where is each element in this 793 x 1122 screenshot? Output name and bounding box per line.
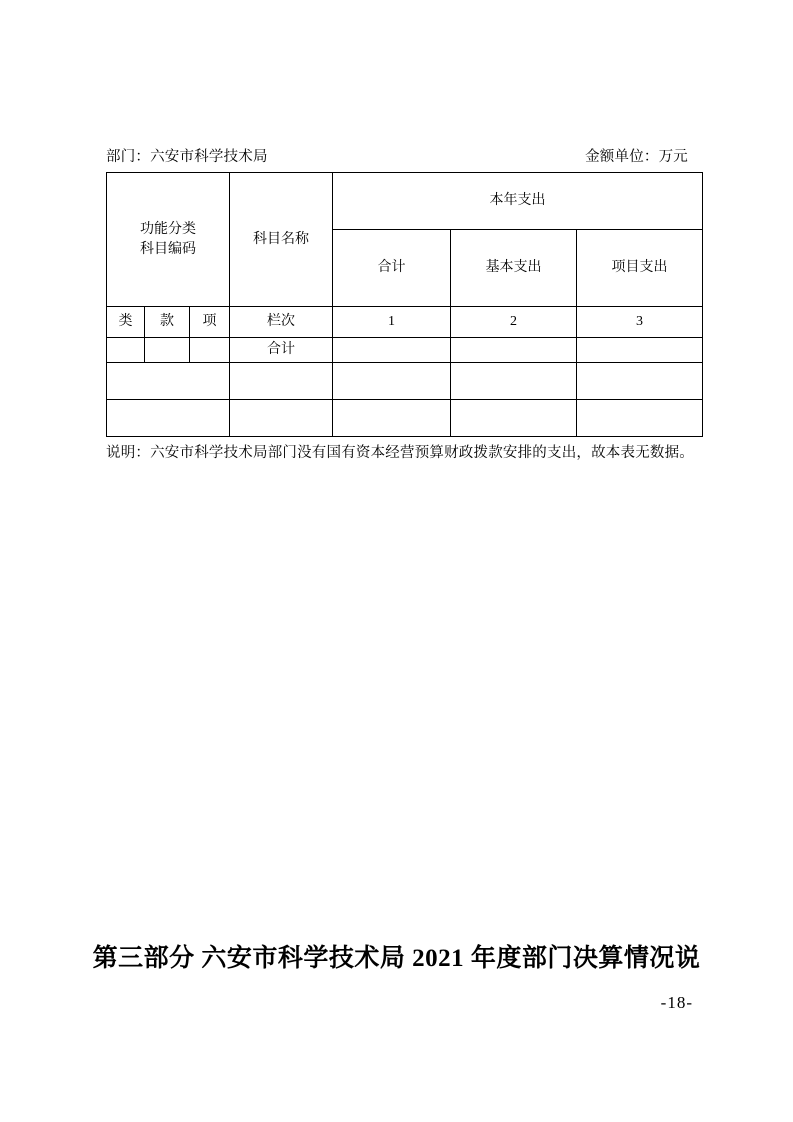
department-label: 部门：六安市科学技术局 [106, 149, 268, 165]
blank-row1-subject-cell [230, 363, 333, 400]
table-row [107, 338, 703, 363]
total-row-class-cell [107, 338, 145, 363]
amount-unit-label: 金额单位：万元 [585, 149, 688, 165]
page-number: -18- [660, 993, 693, 1012]
blank-row1-value-basic [451, 363, 577, 400]
column-number-2: 2 [451, 307, 577, 338]
blank-row2-subject-cell [230, 400, 333, 437]
header-basic-expenditure: 基本支出 [451, 230, 577, 307]
blank-row2-value-basic [451, 400, 577, 437]
table-header-row-1 [107, 173, 703, 230]
budget-table [106, 172, 703, 437]
header-function-class-line2: 科目编码 [140, 241, 196, 257]
blank-row1-function-cell [107, 363, 230, 400]
total-row-value-basic [451, 338, 577, 363]
header-subject-name: 科目名称 [230, 173, 333, 307]
table-header-row-3 [107, 307, 703, 338]
header-function-class [107, 173, 230, 307]
blank-row2-value-total [333, 400, 451, 437]
header-class: 类 [107, 307, 145, 338]
table-row [107, 400, 703, 437]
column-number-1: 1 [333, 307, 451, 338]
total-row-item-cell [190, 338, 230, 363]
header-function-class-line1: 功能分类 [140, 221, 196, 237]
total-row-value-total [333, 338, 451, 363]
header-column-label: 栏次 [230, 307, 333, 338]
section-heading: 第三部分 六安市科学技术局 2021 年度部门决算情况说 [92, 945, 701, 972]
table-row [107, 363, 703, 400]
blank-row2-value-project [577, 400, 703, 437]
header-total: 合计 [333, 230, 451, 307]
total-row-section-cell [145, 338, 190, 363]
header-current-year-expenditure: 本年支出 [333, 173, 703, 230]
blank-row2-function-cell [107, 400, 230, 437]
column-number-3: 3 [577, 307, 703, 338]
blank-row1-value-project [577, 363, 703, 400]
header-project-expenditure: 项目支出 [577, 230, 703, 307]
document-header [106, 145, 688, 166]
total-row-value-project [577, 338, 703, 363]
total-row-label: 合计 [230, 338, 333, 363]
budget-table-container [106, 172, 688, 437]
header-item: 项 [190, 307, 230, 338]
header-section: 款 [145, 307, 190, 338]
table-note: 说明：六安市科学技术局部门没有国有资本经营预算财政拨款安排的支出，故本表无数据。 [106, 445, 694, 461]
blank-row1-value-total [333, 363, 451, 400]
